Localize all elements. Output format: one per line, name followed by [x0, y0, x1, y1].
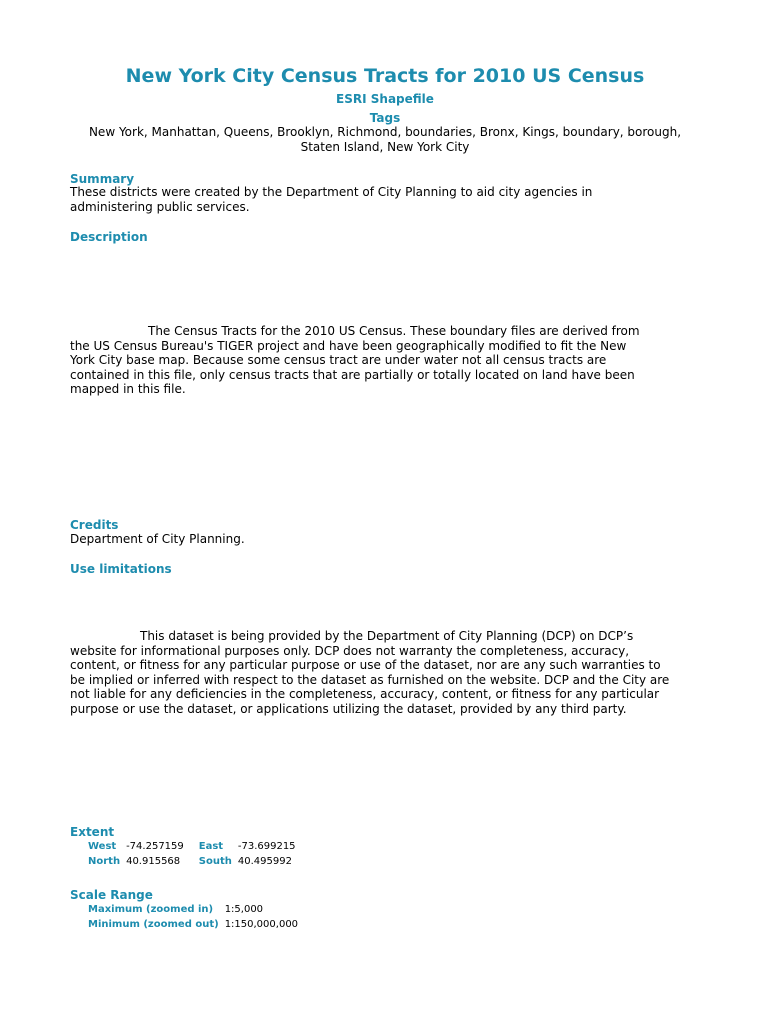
summary-text: These districts were created by the Department of City Planning to aid city agencies in administering public services.	[70, 185, 593, 214]
scale-row-min	[85, 917, 310, 932]
scale-max-value: 1:5,000	[224, 904, 264, 915]
scale-max-label: Maximum (zoomed in)	[88, 904, 214, 915]
credits-text: Department of City Planning.	[70, 532, 245, 546]
summary-heading: Summary	[70, 172, 135, 186]
credits-heading: Credits	[70, 518, 119, 532]
tags-heading: Tags	[369, 111, 401, 125]
scale-row-max	[85, 902, 310, 917]
description-text: The Census Tracts for the 2010 US Census. These boundary files are derived from the US Census Bureau's TIGER project and have been geographically modified to fit the New York City base map. Because some census tract are under water not all census tracts are contained in this file, only census tracts that are partially or totally located on land have been mapped in this file.	[70, 324, 640, 396]
use-limitations-heading: Use limitations	[70, 562, 172, 576]
north-value: 40.915568	[126, 856, 181, 867]
east-value: -73.699215	[237, 841, 296, 852]
south-value: 40.495992	[237, 856, 292, 867]
extent-table	[85, 839, 308, 869]
scale-min-value: 1:150,000,000	[224, 919, 299, 930]
north-label: North	[88, 856, 121, 867]
west-label: West	[88, 841, 117, 852]
west-value: -74.257159	[126, 841, 184, 852]
description-heading: Description	[70, 230, 148, 244]
scale-min-label: Minimum (zoomed out)	[88, 919, 219, 930]
scale-range-table	[85, 902, 310, 932]
extent-row-north-south	[85, 854, 308, 869]
use-limitations-text: This dataset is being provided by the Department of City Planning (DCP) on DCP’s website for informational purposes only. DCP does not warranty the completeness, accuracy, content, or fitness for any particular purpose or use of the dataset, nor are any such warranties to be implied or inferred with respect to the dataset as furnished on the website. DCP and the City are not liable for any deficiencies in the completeness, accuracy, content, or fitness for any particular purpose or use the dataset, or applications utilizing the dataset, provided by any third party.	[70, 629, 670, 716]
scale-range-heading: Scale Range	[70, 888, 153, 902]
page-title: New York City Census Tracts for 2010 US Census	[125, 65, 645, 87]
south-label: South	[198, 856, 232, 867]
extent-heading: Extent	[70, 825, 115, 839]
east-label: East	[198, 841, 224, 852]
tags-text: New York, Manhattan, Queens, Brooklyn, Richmond, boundaries, Bronx, Kings, boundary, borough, Staten Island, New York City	[88, 125, 682, 154]
format-subtitle: ESRI Shapefile	[336, 92, 434, 106]
extent-row-west-east	[85, 839, 308, 854]
